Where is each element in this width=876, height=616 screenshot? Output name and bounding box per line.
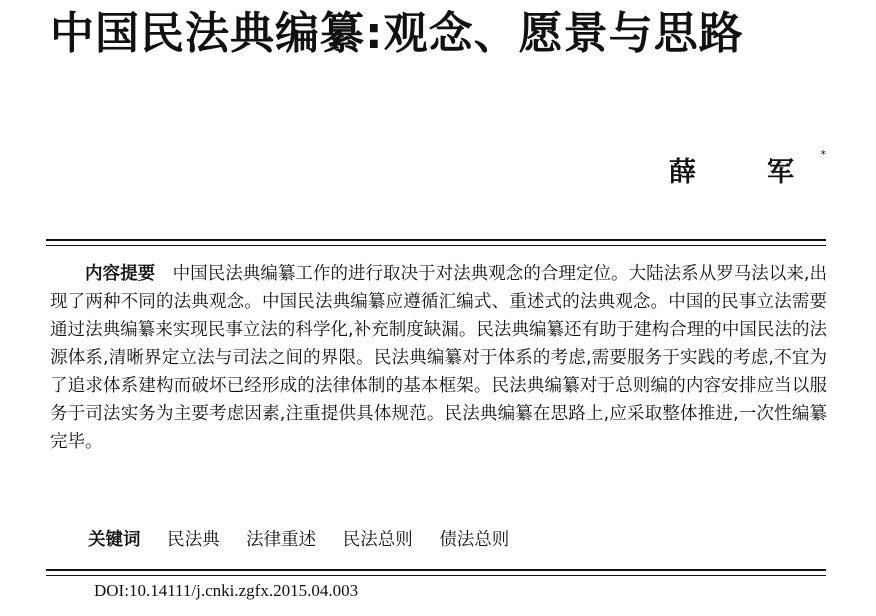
abstract-text: 中国民法典编纂工作的进行取决于对法典观念的合理定位。大陆法系从罗马法以来,出现了两种不同的法典观念。中国民法典编纂应遵循汇编式、重述式的法典观念。中国的民事立法需要通过法典编纂来实现民事立法的科学化,补充制度缺漏。民法典编纂还有助于建构合理的中国民法的法源体系,清晰界定立法与司法之间的界限。民法典编纂对于体系的考虑,需要服务于实践的考虑,不宜为了追求体系建构而破坏已经形成的法律体制的基本框架。民法典编纂对于总则编的内容安排应当以服务于司法实务为主要考虑因素,注重提供具体规范。民法典编纂在思路上,应采取整体推进,一次性编纂完毕。 [50,264,827,452]
abstract-paragraph [50,260,827,456]
doi-identifier: DOI:10.14111/j.cnki.zgfx.2015.04.003 [94,581,359,600]
keyword-item: 民法典 [167,530,220,550]
keywords-line [88,526,530,554]
keyword-item: 民法总则 [342,530,413,550]
article-title: 中国民法典编纂:观念、愿景与思路 [50,8,744,59]
author-footnote-mark: * [820,148,826,161]
author-name-text: 薛 军 [669,157,816,188]
keywords-label: 关键词 [88,530,141,550]
abstract-label: 内容提要 [85,264,156,284]
bottom-divider [46,569,826,576]
author-name [669,148,826,189]
keyword-item: 法律重述 [246,530,317,550]
keyword-item: 债法总则 [439,530,510,550]
top-divider [46,239,826,246]
